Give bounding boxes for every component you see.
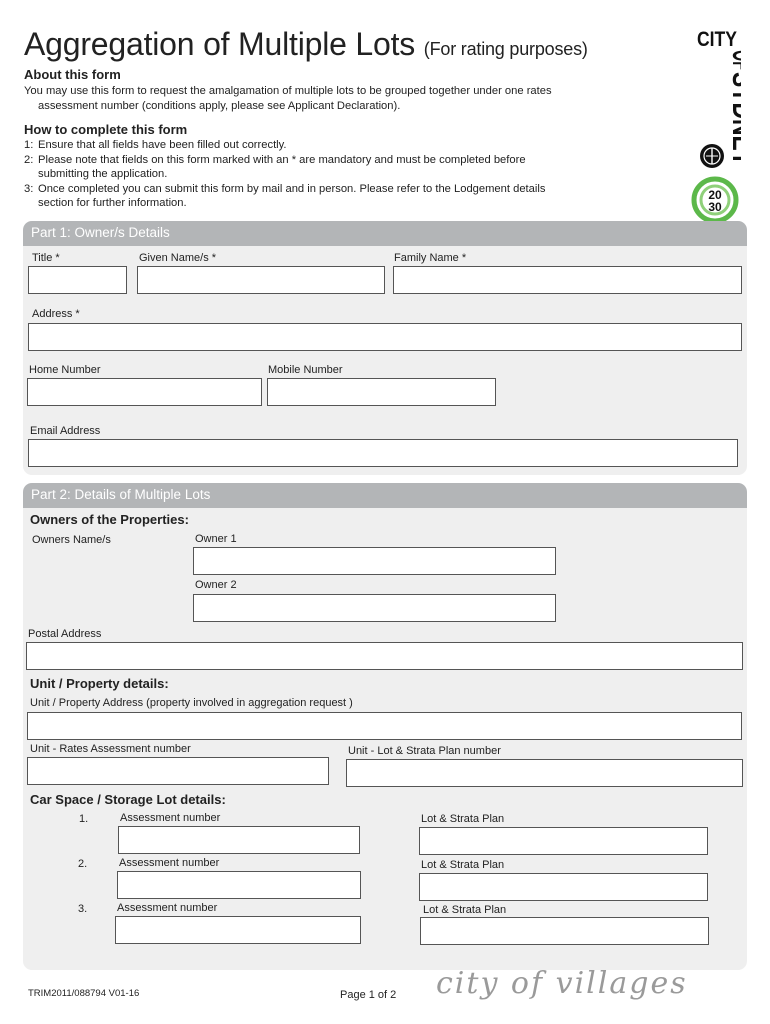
- owner1-field[interactable]: [193, 547, 556, 575]
- postal-address-label: Postal Address: [28, 628, 102, 640]
- page-number: Page 1 of 2: [340, 989, 397, 1001]
- logo-2030-top: 20: [708, 188, 722, 202]
- owners-heading: Owners of the Properties:: [30, 512, 189, 527]
- part2-panel: [23, 483, 747, 970]
- title-field[interactable]: [28, 266, 127, 294]
- unit-heading: Unit / Property details:: [30, 676, 169, 691]
- form-title: [24, 26, 588, 63]
- unit-address-field[interactable]: [27, 712, 742, 740]
- about-line-1: You may use this form to request the amalgamation of multiple lots to be grouped together under one rates: [24, 85, 552, 97]
- car-row-3-num: 3.: [78, 903, 88, 915]
- car-row-1-lot-label: Lot & Strata Plan: [421, 813, 505, 825]
- about-heading: About this form: [24, 67, 121, 82]
- form-title-main: Aggregation of Multiple Lots: [24, 26, 416, 62]
- car-row-3-assessment-label: Assessment number: [117, 902, 218, 914]
- about-line-2: assessment number (conditions apply, please see Applicant Declaration).: [38, 99, 401, 112]
- logo-of-text: OF: [726, 50, 741, 92]
- owners-name-label: Owners Name/s: [32, 534, 111, 546]
- how-item: 1: Ensure that all fields have been filled out correctly.: [24, 139, 287, 151]
- city-of-villages-tagline: city of villages: [436, 966, 688, 1001]
- given-name-label: Given Name/s *: [139, 252, 217, 264]
- city-of-sydney-logo: [693, 24, 741, 214]
- logo-2030-bottom: 30: [708, 200, 722, 214]
- sydney-2030-logo-icon: [691, 176, 739, 224]
- car-row-1-num: 1.: [79, 813, 89, 825]
- car-row-2-assessment-field[interactable]: [117, 871, 361, 899]
- mobile-number-label: Mobile Number: [268, 364, 343, 376]
- family-name-label: Family Name *: [394, 252, 467, 264]
- given-name-field[interactable]: [137, 266, 385, 294]
- form-title-suffix: (For rating purposes): [423, 39, 588, 59]
- how-item: 3: Once completed you can submit this form by mail and in person. Please refer to the Lodgement details section for further information.: [24, 182, 546, 210]
- unit-lot-label: Unit - Lot & Strata Plan number: [348, 745, 501, 757]
- logo-city-text: CITY: [697, 28, 737, 51]
- address-field[interactable]: [28, 323, 742, 351]
- unit-lot-field[interactable]: [346, 759, 743, 787]
- car-row-2-assessment-label: Assessment number: [119, 857, 220, 869]
- car-row-1-lot-field[interactable]: [419, 827, 708, 855]
- home-number-field[interactable]: [27, 378, 262, 406]
- email-label: Email Address: [30, 425, 101, 437]
- address-label: Address *: [32, 308, 80, 320]
- email-field[interactable]: [28, 439, 738, 467]
- car-heading: Car Space / Storage Lot details:: [30, 792, 226, 807]
- mobile-number-field[interactable]: [267, 378, 496, 406]
- part1-heading: Part 1: Owner/s Details: [23, 221, 747, 246]
- car-row-3-lot-label: Lot & Strata Plan: [423, 904, 507, 916]
- car-row-2-num: 2.: [78, 858, 88, 870]
- unit-rates-label: Unit - Rates Assessment number: [30, 743, 191, 755]
- car-row-2-lot-label: Lot & Strata Plan: [421, 859, 505, 871]
- car-row-1-assessment-label: Assessment number: [120, 812, 221, 824]
- how-heading: How to complete this form: [24, 122, 188, 137]
- car-row-1-assessment-field[interactable]: [118, 826, 360, 854]
- how-list: [24, 138, 594, 211]
- part1-panel: [23, 221, 747, 475]
- about-text: [24, 84, 644, 113]
- how-item: 2: Please note that fields on this form marked with an * are mandatory and must be completed before submitting the application.: [24, 153, 526, 181]
- car-row-3-lot-field[interactable]: [420, 917, 709, 945]
- home-number-label: Home Number: [29, 364, 101, 376]
- unit-address-label: Unit / Property Address (property involved in aggregation request ): [30, 697, 353, 709]
- car-row-3-assessment-field[interactable]: [115, 916, 361, 944]
- family-name-field[interactable]: [393, 266, 742, 294]
- unit-rates-field[interactable]: [27, 757, 329, 785]
- owner2-label: Owner 2: [195, 579, 237, 591]
- owner1-label: Owner 1: [195, 533, 237, 545]
- postal-address-field[interactable]: [26, 642, 743, 670]
- car-row-2-lot-field[interactable]: [419, 873, 708, 901]
- form-reference: TRIM2011/088794 V01-16: [28, 988, 140, 999]
- logo-sydney-text: SYDNEY: [726, 72, 741, 196]
- owner2-field[interactable]: [193, 594, 556, 622]
- part2-heading: Part 2: Details of Multiple Lots: [23, 483, 747, 508]
- title-label: Title *: [32, 252, 60, 264]
